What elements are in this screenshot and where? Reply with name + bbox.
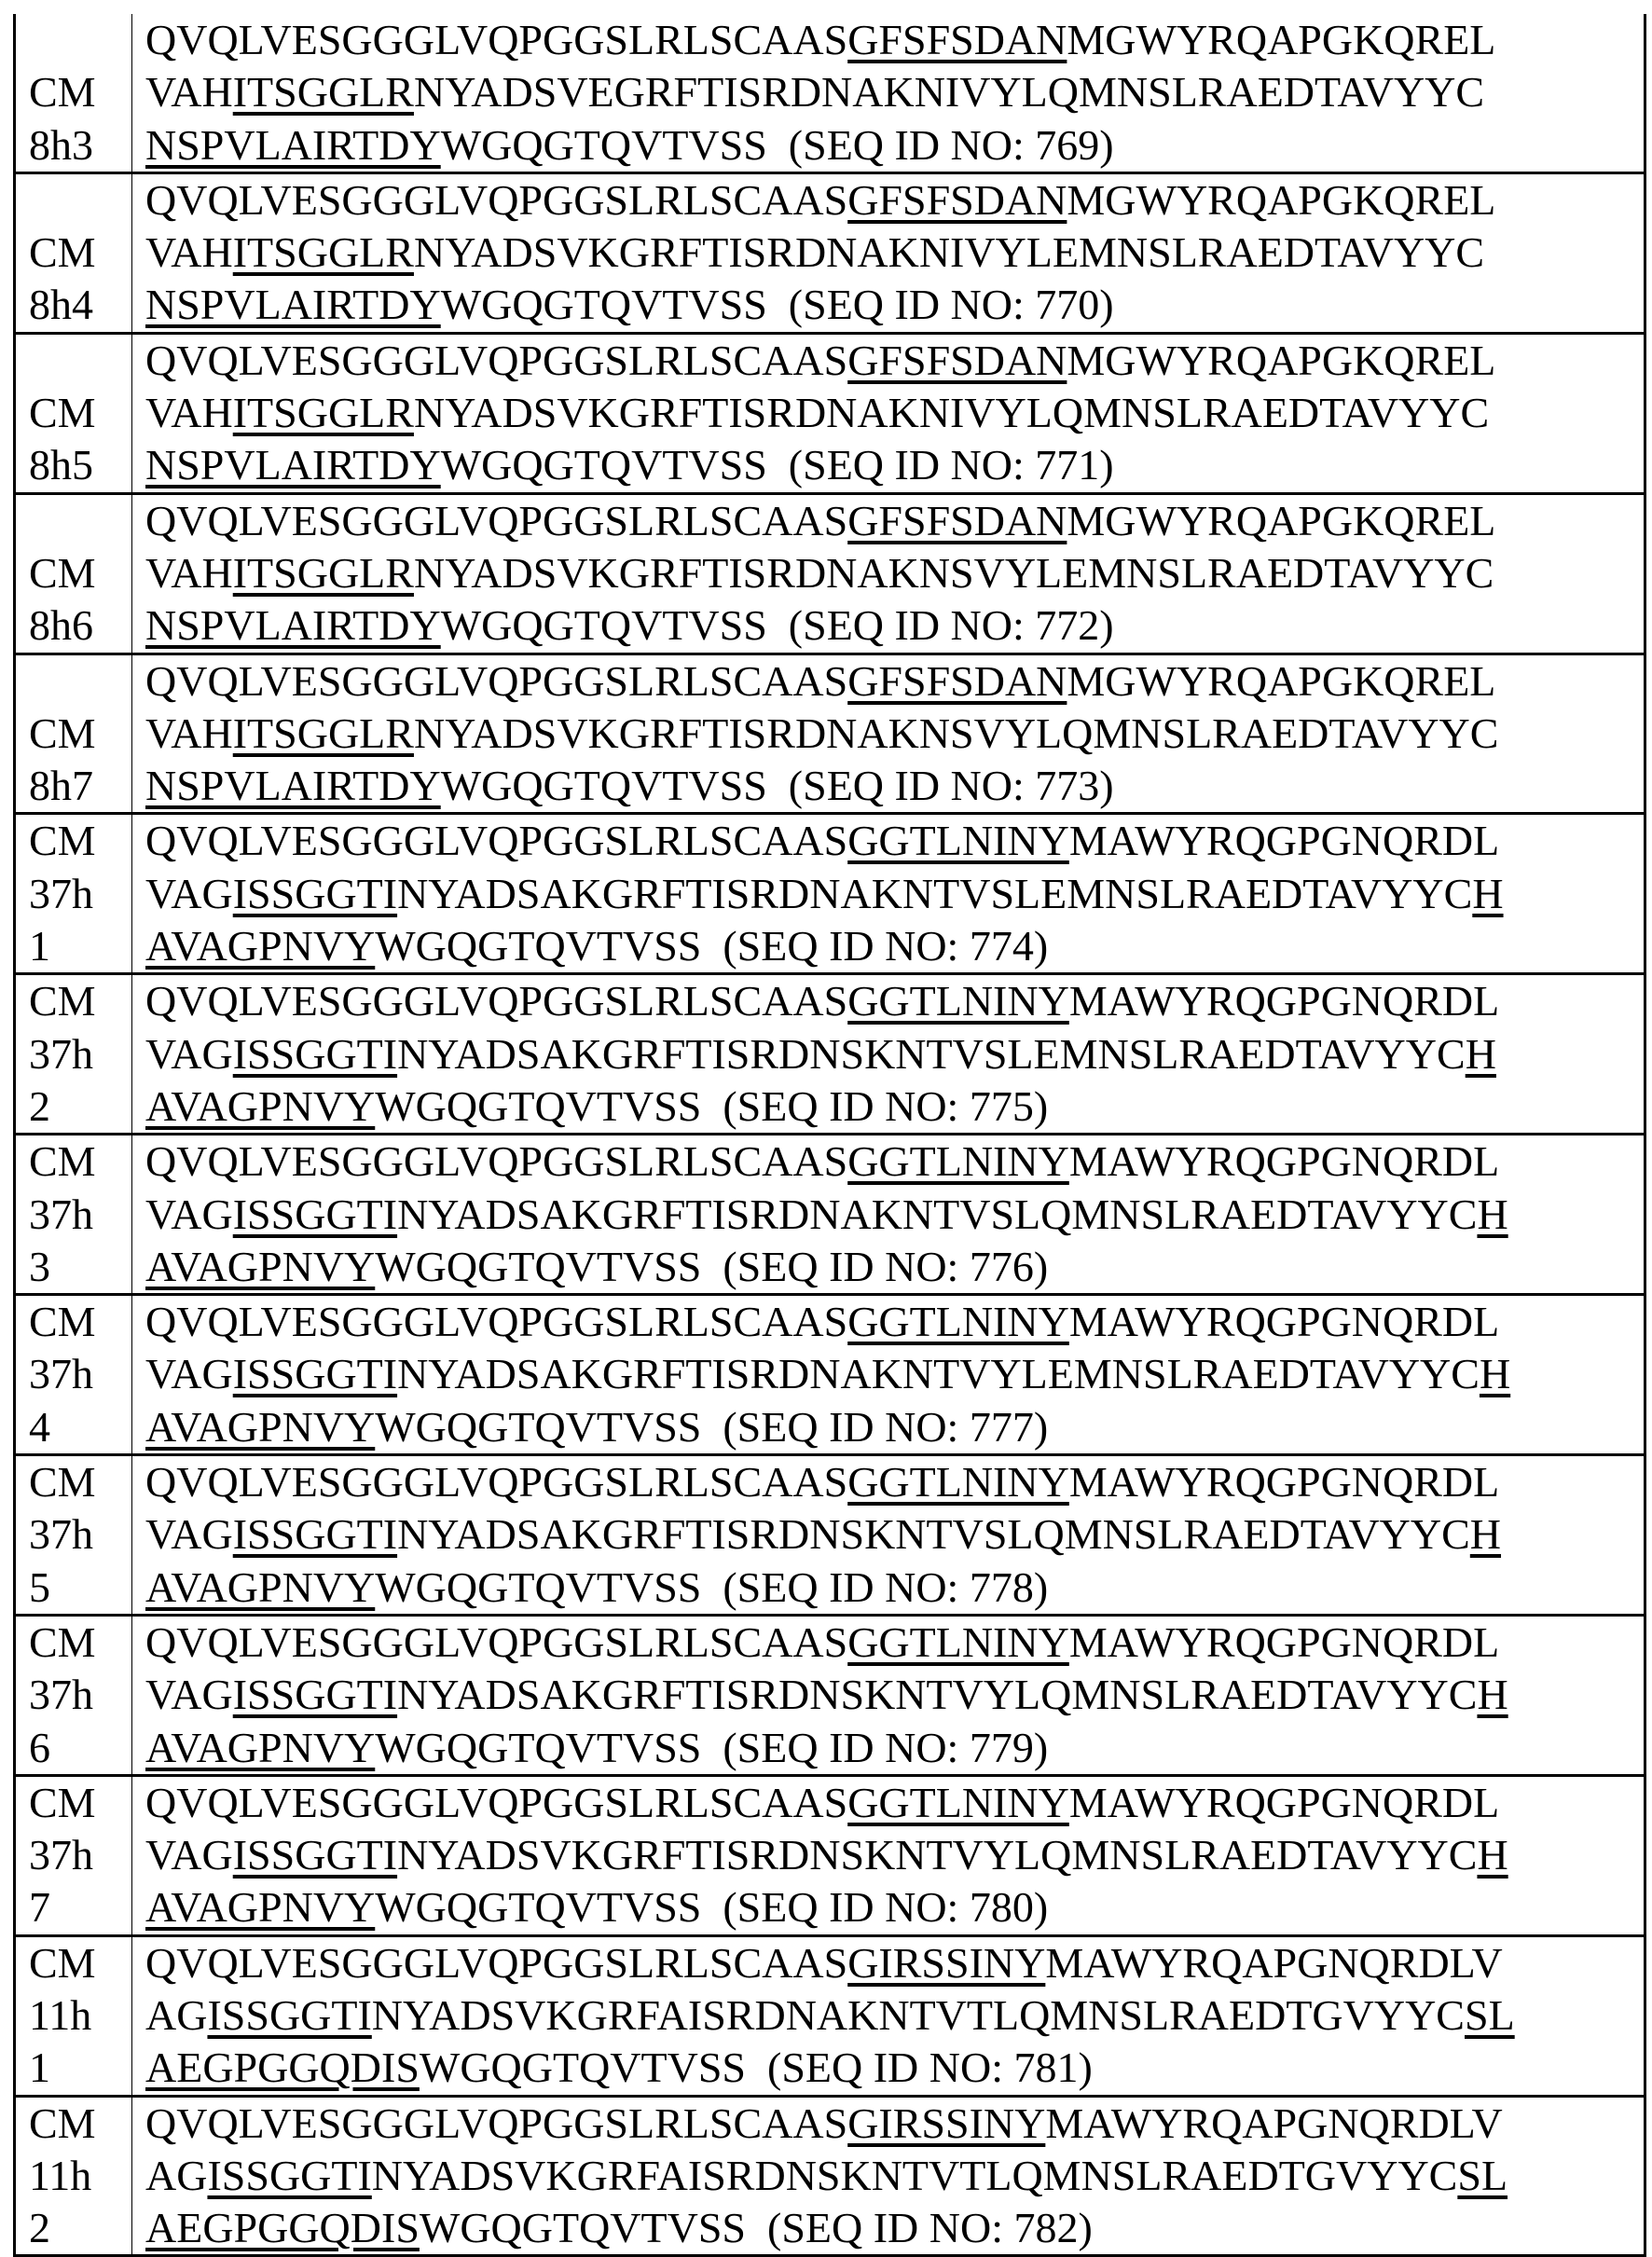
clone-label-line: 1 xyxy=(16,2042,131,2094)
clone-label-line: 37h xyxy=(16,1508,131,1561)
sequence-segment: QVQLVESGGGLVQPGGSLRLSCAAS xyxy=(145,1779,847,1826)
sequence-line xyxy=(132,174,1644,227)
clone-label-line xyxy=(16,335,131,387)
cdr-underlined-segment: H xyxy=(1472,870,1503,917)
clone-label-line: 37h xyxy=(16,1189,131,1241)
clone-label-cell xyxy=(15,14,132,172)
clone-label-line: 6 xyxy=(16,1722,131,1774)
sequence-segment: WGQGTQVTVSS (SEQ ID NO: 781) xyxy=(420,2044,1093,2091)
sequence-table-body xyxy=(15,14,1645,2256)
cdr-underlined-segment: AVAGPNVY xyxy=(145,922,375,970)
sequence-segment: VAG xyxy=(145,1030,233,1078)
sequence-line xyxy=(132,599,1644,652)
clone-label-line: CM xyxy=(16,2098,131,2150)
sequence-segment: MAWYRQGPGNQRDL xyxy=(1069,977,1499,1025)
sequence-line xyxy=(132,1669,1644,1721)
sequence-segment: MAWYRQAPGNQRDLV xyxy=(1045,2099,1502,2147)
sequence-line xyxy=(132,1348,1644,1400)
cdr-underlined-segment: GGTLNINY xyxy=(847,1779,1069,1826)
sequence-line xyxy=(132,2150,1644,2202)
sequence-segment: NYADSVKGRFTISRDNAKNIVYLQMNSLRAEDTAVYYC xyxy=(414,389,1489,436)
cdr-underlined-segment: GIRSSINY xyxy=(847,2099,1045,2147)
sequence-cell xyxy=(132,172,1645,333)
clone-label-line: 2 xyxy=(16,2202,131,2254)
sequence-line xyxy=(132,708,1644,760)
sequence-segment: QVQLVESGGGLVQPGGSLRLSCAAS xyxy=(145,497,847,544)
sequence-segment: NYADSAKGRFTISRDNSKNTVSLEMNSLRAEDTAVYYC xyxy=(397,1030,1466,1078)
clone-label-line: 8h4 xyxy=(16,279,131,331)
cdr-underlined-segment: ISSGGTI xyxy=(233,870,397,917)
sequence-segment: MGWYRQAPGKQREL xyxy=(1067,497,1495,544)
table-row xyxy=(15,1135,1645,1295)
sequence-segment: MAWYRQGPGNQRDL xyxy=(1069,1779,1499,1826)
clone-label-cell xyxy=(15,1455,132,1616)
clone-label-cell xyxy=(15,1135,132,1295)
sequence-cell xyxy=(132,1615,1645,1775)
sequence-segment: NYADSVKGRFTISRDNSKNTVYLQMNSLRAEDTAVYYC xyxy=(397,1831,1477,1879)
clone-label-line: CM xyxy=(16,708,131,760)
clone-label-cell xyxy=(15,493,132,654)
clone-label-line: 5 xyxy=(16,1562,131,1614)
clone-label-line: 2 xyxy=(16,1080,131,1133)
cdr-underlined-segment: AVAGPNVY xyxy=(145,1883,375,1931)
sequence-line xyxy=(132,335,1644,387)
sequence-cell xyxy=(132,1935,1645,2096)
clone-label-line: 8h5 xyxy=(16,439,131,491)
sequence-segment: AG xyxy=(145,1991,207,2039)
sequence-line xyxy=(132,1456,1644,1508)
cdr-underlined-segment: AVAGPNVY xyxy=(145,1243,375,1290)
clone-label-line xyxy=(16,174,131,227)
sequence-line xyxy=(132,1777,1644,1829)
sequence-segment: WGQGTQVTVSS (SEQ ID NO: 774) xyxy=(375,922,1048,970)
sequence-cell xyxy=(132,814,1645,974)
cdr-underlined-segment: NSPVLAIRTDY xyxy=(145,762,441,809)
sequence-segment: NYADSAKGRFTISRDNAKNTVSLEMNSLRAEDTAVYYC xyxy=(397,870,1472,917)
sequence-segment: QVQLVESGGGLVQPGGSLRLSCAAS xyxy=(145,977,847,1025)
sequence-segment: NYADSVEGRFTISRDNAKNIVYLQMNSLRAEDTAVYYC xyxy=(414,68,1484,116)
cdr-underlined-segment: ISSGGTI xyxy=(233,1030,397,1078)
sequence-cell xyxy=(132,654,1645,814)
sequence-table xyxy=(13,14,1646,2257)
clone-label-cell xyxy=(15,654,132,814)
sequence-segment: VAG xyxy=(145,1671,233,1718)
cdr-underlined-segment: GGTLNINY xyxy=(847,1298,1069,1345)
cdr-underlined-segment: ISSGGTI xyxy=(233,1190,397,1238)
clone-label-cell xyxy=(15,1615,132,1775)
cdr-underlined-segment: H xyxy=(1480,1350,1510,1397)
cdr-underlined-segment: AVAGPNVY xyxy=(145,1724,375,1771)
cdr-underlined-segment: GGTLNINY xyxy=(847,817,1069,864)
sequence-segment: WGQGTQVTVSS (SEQ ID NO: 776) xyxy=(375,1243,1048,1290)
cdr-underlined-segment: H xyxy=(1477,1831,1507,1879)
clone-label-line: CM xyxy=(16,1296,131,1348)
cdr-underlined-segment: GGTLNINY xyxy=(847,1618,1069,1666)
sequence-cell xyxy=(132,1455,1645,1616)
cdr-underlined-segment: H xyxy=(1466,1030,1496,1078)
cdr-underlined-segment: NSPVLAIRTDY xyxy=(145,601,441,649)
sequence-segment: MGWYRQAPGKQREL xyxy=(1067,16,1495,63)
clone-label-line: CM xyxy=(16,1456,131,1508)
sequence-line xyxy=(132,1722,1644,1774)
sequence-segment: QVQLVESGGGLVQPGGSLRLSCAAS xyxy=(145,176,847,224)
clone-label-line xyxy=(16,14,131,66)
sequence-segment: WGQGTQVTVSS (SEQ ID NO: 782) xyxy=(420,2204,1093,2251)
sequence-line xyxy=(132,1562,1644,1614)
sequence-cell xyxy=(132,1135,1645,1295)
sequence-line xyxy=(132,920,1644,972)
cdr-underlined-segment: AEGPGGQDIS xyxy=(145,2204,420,2251)
cdr-underlined-segment: ISSGGTI xyxy=(233,1831,397,1879)
sequence-line xyxy=(132,14,1644,66)
sequence-cell xyxy=(132,1775,1645,1935)
cdr-underlined-segment: AVAGPNVY xyxy=(145,1563,375,1611)
sequence-line xyxy=(132,868,1644,920)
sequence-line xyxy=(132,1080,1644,1133)
sequence-line xyxy=(132,1829,1644,1881)
sequence-cell xyxy=(132,2096,1645,2256)
clone-label-line: CM xyxy=(16,815,131,867)
sequence-segment: MGWYRQAPGKQREL xyxy=(1067,337,1495,384)
sequence-cell xyxy=(132,493,1645,654)
sequence-line xyxy=(132,1881,1644,1934)
clone-label-line: 11h xyxy=(16,2150,131,2202)
cdr-underlined-segment: SL xyxy=(1457,2152,1507,2199)
sequence-segment: VAG xyxy=(145,1350,233,1397)
sequence-segment: QVQLVESGGGLVQPGGSLRLSCAAS xyxy=(145,16,847,63)
clone-label-line: CM xyxy=(16,1777,131,1829)
sequence-segment: WGQGTQVTVSS (SEQ ID NO: 778) xyxy=(375,1563,1048,1611)
table-row xyxy=(15,1615,1645,1775)
sequence-segment: QVQLVESGGGLVQPGGSLRLSCAAS xyxy=(145,1618,847,1666)
clone-label-line: 8h7 xyxy=(16,760,131,812)
cdr-underlined-segment: NSPVLAIRTDY xyxy=(145,281,441,328)
sequence-segment: NYADSVKGRFTISRDNAKNSVYLEMNSLRAEDTAVYYC xyxy=(414,549,1494,597)
sequence-segment: AG xyxy=(145,2152,207,2199)
table-row xyxy=(15,14,1645,172)
sequence-segment: MGWYRQAPGKQREL xyxy=(1067,657,1495,705)
sequence-segment: NYADSVKGRFAISRDNSKNTVTLQMNSLRAEDTGVYYC xyxy=(372,2152,1458,2199)
clone-label-cell xyxy=(15,1775,132,1935)
clone-label-line: CM xyxy=(16,1937,131,1989)
sequence-segment: MAWYRQGPGNQRDL xyxy=(1069,817,1499,864)
cdr-underlined-segment: GFSFSDAN xyxy=(847,16,1067,63)
sequence-segment: WGQGTQVTVSS (SEQ ID NO: 777) xyxy=(375,1403,1048,1451)
clone-label-line: 8h3 xyxy=(16,119,131,172)
cdr-underlined-segment: GGTLNINY xyxy=(847,977,1069,1025)
sequence-segment: VAH xyxy=(145,549,233,597)
clone-label-cell xyxy=(15,172,132,333)
sequence-segment: WGQGTQVTVSS (SEQ ID NO: 770) xyxy=(441,281,1114,328)
sequence-segment: NYADSVKGRFTISRDNAKNSVYLQMNSLRAEDTAVYYC xyxy=(414,709,1498,757)
clone-label-cell xyxy=(15,974,132,1135)
sequence-segment: VAH xyxy=(145,68,233,116)
table-row xyxy=(15,493,1645,654)
sequence-segment: NYADSAKGRFTISRDNAKNTVYLEMNSLRAEDTAVYYC xyxy=(397,1350,1480,1397)
sequence-line xyxy=(132,1937,1644,1989)
clone-label-line: 3 xyxy=(16,1241,131,1293)
sequence-cell xyxy=(132,974,1645,1135)
sequence-cell xyxy=(132,333,1645,493)
sequence-segment: QVQLVESGGGLVQPGGSLRLSCAAS xyxy=(145,817,847,864)
sequence-segment: NYADSAKGRFTISRDNAKNTVSLQMNSLRAEDTAVYYC xyxy=(397,1190,1477,1238)
sequence-segment: MAWYRQGPGNQRDL xyxy=(1069,1298,1499,1345)
sequence-line xyxy=(132,119,1644,172)
sequence-segment: NYADSVKGRFTISRDNAKNIVYLEMNSLRAEDTAVYYC xyxy=(414,228,1484,276)
table-row xyxy=(15,974,1645,1135)
clone-label-line: 37h xyxy=(16,1829,131,1881)
sequence-line xyxy=(132,2202,1644,2254)
sequence-segment: WGQGTQVTVSS (SEQ ID NO: 780) xyxy=(375,1883,1048,1931)
sequence-line xyxy=(132,1989,1644,2042)
cdr-underlined-segment: GGTLNINY xyxy=(847,1458,1069,1506)
cdr-underlined-segment: ISSGGTI xyxy=(233,1350,397,1397)
clone-label-line: CM xyxy=(16,227,131,279)
cdr-underlined-segment: GFSFSDAN xyxy=(847,337,1067,384)
clone-label-line: 1 xyxy=(16,920,131,972)
table-row xyxy=(15,172,1645,333)
clone-label-line: CM xyxy=(16,1617,131,1669)
sequence-line xyxy=(132,547,1644,599)
sequence-line xyxy=(132,1401,1644,1453)
cdr-underlined-segment: ITSGGLR xyxy=(233,228,414,276)
cdr-underlined-segment: H xyxy=(1477,1190,1507,1238)
sequence-line xyxy=(132,975,1644,1027)
sequence-line xyxy=(132,815,1644,867)
clone-label-cell xyxy=(15,333,132,493)
clone-label-line: CM xyxy=(16,387,131,439)
sequence-segment: WGQGTQVTVSS (SEQ ID NO: 773) xyxy=(441,762,1114,809)
cdr-underlined-segment: GFSFSDAN xyxy=(847,497,1067,544)
table-row xyxy=(15,1295,1645,1455)
clone-label-line: CM xyxy=(16,975,131,1027)
table-row xyxy=(15,333,1645,493)
clone-label-line: 37h xyxy=(16,1348,131,1400)
sequence-segment: MAWYRQGPGNQRDL xyxy=(1069,1137,1499,1185)
sequence-line xyxy=(132,760,1644,812)
sequence-segment: MAWYRQGPGNQRDL xyxy=(1069,1618,1499,1666)
clone-label-line: 4 xyxy=(16,1401,131,1453)
sequence-line xyxy=(132,439,1644,491)
sequence-segment: VAG xyxy=(145,1831,233,1879)
sequence-segment: MGWYRQAPGKQREL xyxy=(1067,176,1495,224)
sequence-segment: QVQLVESGGGLVQPGGSLRLSCAAS xyxy=(145,1137,847,1185)
sequence-segment: VAG xyxy=(145,870,233,917)
clone-label-cell xyxy=(15,814,132,974)
clone-label-line xyxy=(16,495,131,547)
table-row xyxy=(15,654,1645,814)
sequence-segment: QVQLVESGGGLVQPGGSLRLSCAAS xyxy=(145,1458,847,1506)
cdr-underlined-segment: ISSGGTI xyxy=(207,2152,371,2199)
table-row xyxy=(15,2096,1645,2256)
clone-label-line: 8h6 xyxy=(16,599,131,652)
cdr-underlined-segment: ITSGGLR xyxy=(233,68,414,116)
sequence-segment: VAG xyxy=(145,1510,233,1558)
sequence-line xyxy=(132,1508,1644,1561)
clone-label-cell xyxy=(15,2096,132,2256)
sequence-line xyxy=(132,655,1644,708)
cdr-underlined-segment: ITSGGLR xyxy=(233,389,414,436)
table-row xyxy=(15,1775,1645,1935)
cdr-underlined-segment: ITSGGLR xyxy=(233,709,414,757)
sequence-segment: QVQLVESGGGLVQPGGSLRLSCAAS xyxy=(145,1939,847,1987)
table-row xyxy=(15,1455,1645,1616)
clone-label-cell xyxy=(15,1935,132,2096)
clone-label-line xyxy=(16,655,131,708)
cdr-underlined-segment: ISSGGTI xyxy=(233,1510,397,1558)
sequence-segment: NYADSAKGRFTISRDNSKNTVYLQMNSLRAEDTAVYYC xyxy=(397,1671,1477,1718)
sequence-line xyxy=(132,1241,1644,1293)
sequence-line xyxy=(132,1617,1644,1669)
cdr-underlined-segment: AVAGPNVY xyxy=(145,1082,375,1130)
sequence-line xyxy=(132,1189,1644,1241)
cdr-underlined-segment: AVAGPNVY xyxy=(145,1403,375,1451)
sequence-line xyxy=(132,1028,1644,1080)
sequence-segment: QVQLVESGGGLVQPGGSLRLSCAAS xyxy=(145,657,847,705)
sequence-line xyxy=(132,279,1644,331)
cdr-underlined-segment: H xyxy=(1477,1671,1507,1718)
clone-label-line: 11h xyxy=(16,1989,131,2042)
sequence-segment: NYADSVKGRFAISRDNAKNTVTLQMNSLRAEDTGVYYC xyxy=(372,1991,1465,2039)
cdr-underlined-segment: ISSGGTI xyxy=(233,1671,397,1718)
cdr-underlined-segment: GGTLNINY xyxy=(847,1137,1069,1185)
clone-label-cell xyxy=(15,1295,132,1455)
cdr-underlined-segment: H xyxy=(1470,1510,1501,1558)
clone-label-line: 7 xyxy=(16,1881,131,1934)
sequence-line xyxy=(132,2042,1644,2094)
sequence-segment: NYADSAKGRFTISRDNSKNTVSLQMNSLRAEDTAVYYC xyxy=(397,1510,1470,1558)
table-row xyxy=(15,1935,1645,2096)
sequence-segment: WGQGTQVTVSS (SEQ ID NO: 769) xyxy=(441,121,1114,169)
sequence-segment: VAG xyxy=(145,1190,233,1238)
sequence-segment: QVQLVESGGGLVQPGGSLRLSCAAS xyxy=(145,337,847,384)
clone-label-line: 37h xyxy=(16,1028,131,1080)
clone-label-line: 37h xyxy=(16,868,131,920)
sequence-segment: WGQGTQVTVSS (SEQ ID NO: 772) xyxy=(441,601,1114,649)
cdr-underlined-segment: AEGPGGQDIS xyxy=(145,2044,420,2091)
sequence-cell xyxy=(132,1295,1645,1455)
clone-label-line: CM xyxy=(16,66,131,118)
cdr-underlined-segment: GFSFSDAN xyxy=(847,657,1067,705)
sequence-segment: VAH xyxy=(145,389,233,436)
sequence-line xyxy=(132,1296,1644,1348)
sequence-line xyxy=(132,66,1644,118)
sequence-segment: VAH xyxy=(145,228,233,276)
cdr-underlined-segment: NSPVLAIRTDY xyxy=(145,121,441,169)
sequence-line xyxy=(132,387,1644,439)
sequence-segment: WGQGTQVTVSS (SEQ ID NO: 779) xyxy=(375,1724,1048,1771)
clone-label-line: CM xyxy=(16,547,131,599)
cdr-underlined-segment: GFSFSDAN xyxy=(847,176,1067,224)
clone-label-line: CM xyxy=(16,1135,131,1188)
cdr-underlined-segment: GIRSSINY xyxy=(847,1939,1045,1987)
sequence-segment: QVQLVESGGGLVQPGGSLRLSCAAS xyxy=(145,1298,847,1345)
sequence-segment: VAH xyxy=(145,709,233,757)
sequence-line xyxy=(132,495,1644,547)
sequence-cell xyxy=(132,14,1645,172)
sequence-segment: MAWYRQAPGNQRDLV xyxy=(1045,1939,1502,1987)
sequence-segment: QVQLVESGGGLVQPGGSLRLSCAAS xyxy=(145,2099,847,2147)
sequence-line xyxy=(132,227,1644,279)
sequence-line xyxy=(132,1135,1644,1188)
cdr-underlined-segment: ISSGGTI xyxy=(207,1991,371,2039)
cdr-underlined-segment: ITSGGLR xyxy=(233,549,414,597)
cdr-underlined-segment: SL xyxy=(1465,1991,1515,2039)
sequence-segment: WGQGTQVTVSS (SEQ ID NO: 775) xyxy=(375,1082,1048,1130)
cdr-underlined-segment: NSPVLAIRTDY xyxy=(145,441,441,489)
sequence-line xyxy=(132,2098,1644,2150)
sequence-segment: WGQGTQVTVSS (SEQ ID NO: 771) xyxy=(441,441,1114,489)
sequence-segment: MAWYRQGPGNQRDL xyxy=(1069,1458,1499,1506)
clone-label-line: 37h xyxy=(16,1669,131,1721)
table-row xyxy=(15,814,1645,974)
